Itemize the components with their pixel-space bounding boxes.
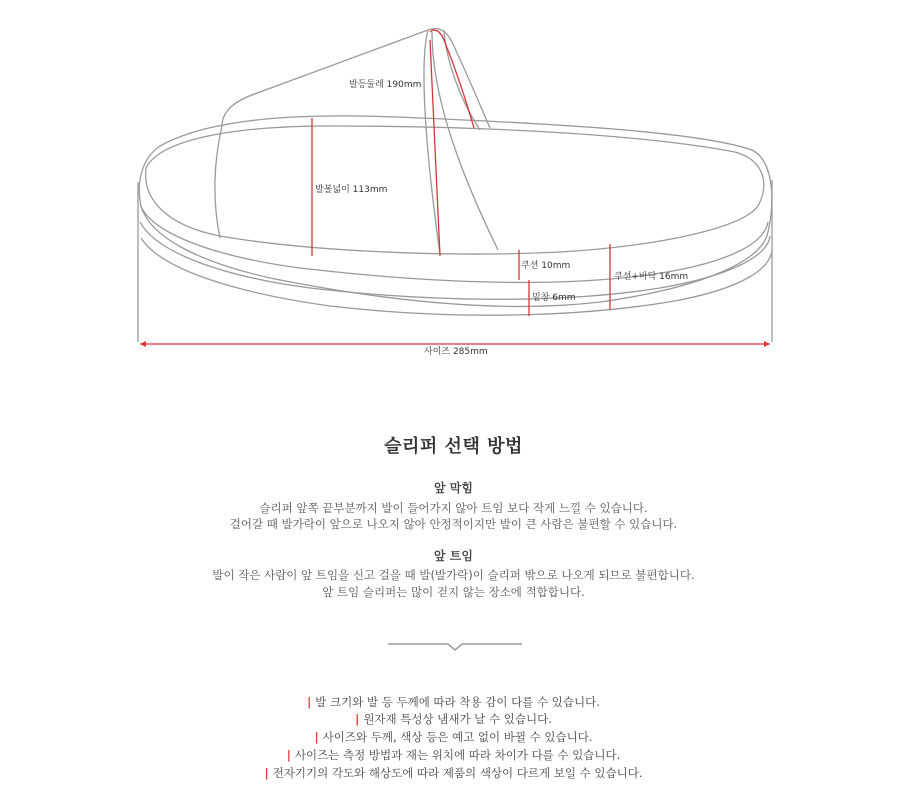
note-text: 사이즈와 두께, 색상 등은 예고 없이 바뀔 수 있습니다. [322,730,593,744]
slipper-outline [138,29,772,343]
note-5 [0,765,907,781]
note-text: 발 크기와 발 등 두께에 따라 착용 감이 다를 수 있습니다. [315,695,600,709]
chevron-divider [388,638,522,654]
note-3 [0,729,907,745]
red-bar-marker: | [307,695,312,709]
red-bar-marker: | [355,712,360,726]
instep-label: 발등둘레 190mm [349,80,422,90]
closed-toe-heading: 앞 막힘 [434,481,473,495]
note-text: 원자재 특성상 냄새가 날 수 있습니다. [363,712,552,726]
note-text: 전자기기의 각도와 해상도에 따라 제품의 색상이 다르게 보일 수 있습니다. [272,766,643,780]
measure-lines [140,30,770,344]
open-toe-line-1: 발이 작은 사람이 앞 트임을 신고 걸을 때 발(발가락)이 슬리퍼 밖으로 나오게 되므로 불편합니다. [212,568,695,582]
closed-toe-line-1: 슬리퍼 앞쪽 끝부분까지 발이 들어가지 않아 트임 보다 작게 느낄 수 있습니다. [259,501,648,515]
slipper-diagram [0,0,907,370]
cushion-label: 쿠션 10mm [521,261,571,271]
sole-label: 밑창 6mm [532,293,576,303]
closed-toe-line-2: 걸어갈 때 발가락이 앞으로 나오지 않아 안정적이지만 발이 큰 사람은 불편할 수 있습니다. [229,517,678,531]
red-bar-marker: | [264,766,269,780]
open-toe-line-2: 앞 트임 슬리퍼는 많이 걷지 않는 장소에 적합합니다. [322,585,585,599]
width-label: 발볼넓이 113mm [315,185,388,195]
guide-title: 슬리퍼 선택 방법 [384,436,523,457]
open-toe-heading: 앞 트임 [434,549,473,563]
note-text: 사이즈는 측정 방법과 재는 위치에 따라 차이가 다를 수 있습니다. [294,748,621,762]
red-bar-marker: | [314,730,319,744]
size-label: 사이즈 285mm [424,347,488,357]
red-bar-marker: | [286,748,291,762]
note-4 [0,747,907,763]
note-1 [0,694,907,710]
chevron-down-icon [388,644,522,650]
cushion-sole-label: 쿠션+바닥 16mm [614,272,689,282]
note-2 [0,711,907,727]
